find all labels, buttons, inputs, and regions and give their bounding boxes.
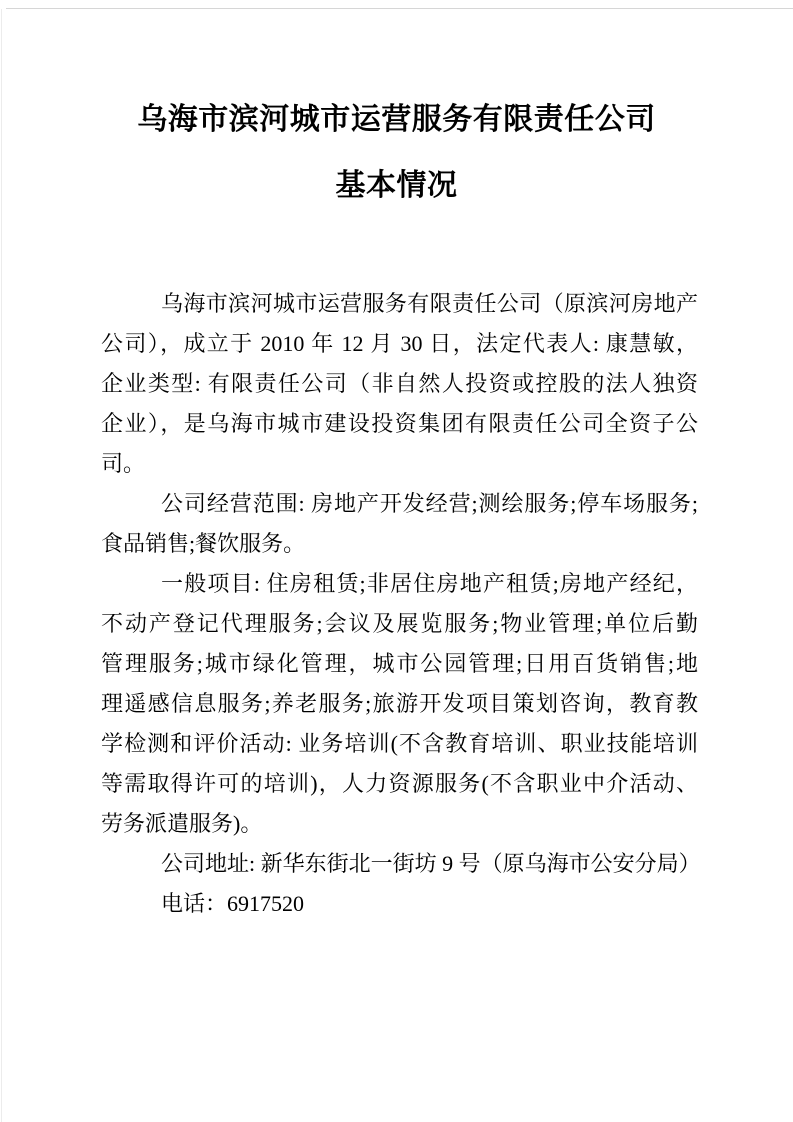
document-line: 不动产登记代理服务;会议及展览服务;物业管理;单位后勤 — [101, 611, 698, 636]
document-body — [101, 284, 701, 924]
document-subtitle: 基本情况 — [335, 169, 458, 202]
document-line: 企业类型: 有限责任公司（非自然人投资或控股的法人独资 — [101, 371, 698, 396]
scan-edge-top — [6, 8, 793, 9]
document-line: 公司地址: 新华东街北一街坊 9 号（原乌海市公安分局） — [161, 851, 701, 876]
paragraph-phone — [101, 884, 698, 924]
document-line: 一般项目: 住房租赁;非居住房地产租赁;房地产经纪， — [161, 571, 698, 596]
document-line: 理遥感信息服务;养老服务;旅游开发项目策划咨询，教育教 — [101, 691, 698, 716]
paragraph-company-intro — [101, 284, 698, 484]
document-line: 食品销售;餐饮服务。 — [101, 531, 306, 556]
document-title: 乌海市滨河城市运营服务有限责任公司 — [137, 103, 656, 136]
document-title-block — [0, 100, 793, 206]
paragraph-business-scope — [101, 484, 698, 564]
document-line: 学检测和评价活动: 业务培训(不含教育培训、职业技能培训 — [101, 731, 698, 756]
document-line: 司。 — [101, 451, 146, 476]
document-line: 企业），是乌海市城市建设投资集团有限责任公司全资子公 — [101, 411, 698, 436]
document-line: 公司经营范围: 房地产开发经营;测绘服务;停车场服务; — [161, 491, 698, 516]
document-line: 管理服务;城市绿化管理，城市公园管理;日用百货销售;地 — [101, 651, 698, 676]
paragraph-general-projects — [101, 564, 698, 844]
document-line: 电话：6917520 — [161, 891, 305, 916]
document-line: 劳务派遣服务)。 — [101, 811, 263, 836]
paragraph-company-address — [101, 844, 701, 884]
document-line: 公司），成立于 2010 年 12 月 30 日，法定代表人: 康慧敏， — [101, 331, 698, 356]
document-line: 乌海市滨河城市运营服务有限责任公司（原滨河房地产 — [161, 291, 698, 316]
document-line: 等需取得许可的培训)，人力资源服务(不含职业中介活动、 — [101, 771, 698, 796]
